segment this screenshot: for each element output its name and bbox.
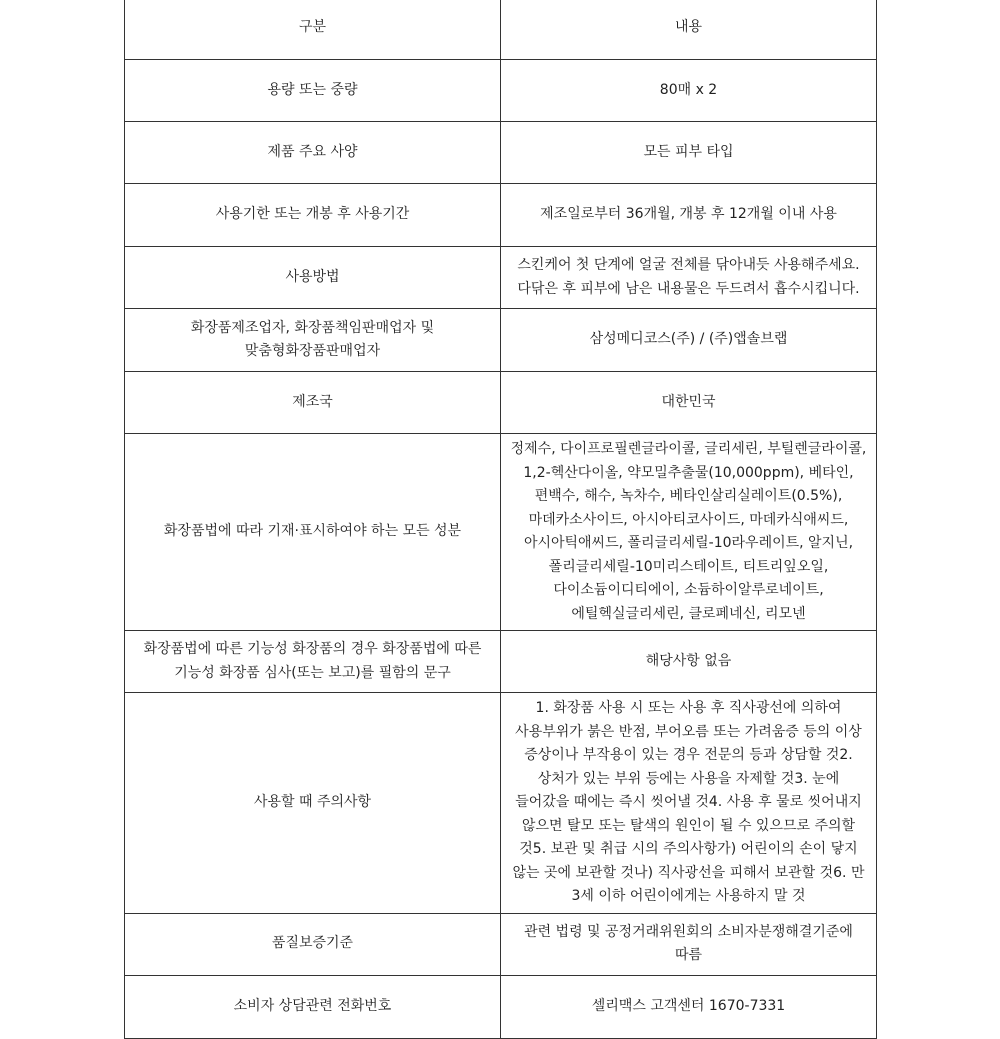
row-value: 셀리맥스 고객센터 1670-7331 bbox=[501, 975, 877, 1038]
row-label: 용량 또는 중량 bbox=[125, 60, 501, 122]
table-row bbox=[125, 122, 877, 184]
row-value: 스킨케어 첫 단계에 얼굴 전체를 닦아내듯 사용해주세요.다닦은 후 피부에 남은 내용물은 두드려서 흡수시킵니다. bbox=[501, 247, 877, 309]
header-cell-category: 구분 bbox=[125, 0, 501, 60]
row-label: 화장품제조업자, 화장품책임판매업자 및 맞춤형화장품판매업자 bbox=[125, 309, 501, 372]
product-info-table bbox=[124, 0, 877, 1039]
row-label: 화장품법에 따른 기능성 화장품의 경우 화장품법에 따른 기능성 화장품 심사(또는 보고)를 필함의 문구 bbox=[125, 631, 501, 693]
table-row bbox=[125, 247, 877, 309]
row-label: 사용방법 bbox=[125, 247, 501, 309]
table-row bbox=[125, 0, 877, 60]
row-value: 관련 법령 및 공정거래위원회의 소비자분쟁해결기준에 따름 bbox=[501, 913, 877, 975]
row-label: 사용할 때 주의사항 bbox=[125, 693, 501, 914]
table-row bbox=[125, 309, 877, 372]
row-value: 삼성메디코스(주) / (주)앱솔브랩 bbox=[501, 309, 877, 372]
table-row bbox=[125, 184, 877, 247]
row-value: 80매 x 2 bbox=[501, 60, 877, 122]
table-row bbox=[125, 631, 877, 693]
row-value: 대한민국 bbox=[501, 372, 877, 434]
row-label: 제조국 bbox=[125, 372, 501, 434]
table-row bbox=[125, 434, 877, 631]
row-label: 품질보증기준 bbox=[125, 913, 501, 975]
row-label: 화장품법에 따라 기재·표시하여야 하는 모든 성분 bbox=[125, 434, 501, 631]
table-row bbox=[125, 913, 877, 975]
row-value: 1. 화장품 사용 시 또는 사용 후 직사광선에 의하여 사용부위가 붉은 반점, 부어오름 또는 가려움증 등의 이상 증상이나 부작용이 있는 경우 전문의 등과 상담할 것2. 상처가 있는 부위 등에는 사용을 자제할 것3. 눈에 들어갔을 때에는 즉시 씻어낼 것4. 사용 후 물로 씻어내지 않으면 탈모 또는 탈색의 원인이 될 수 있으므로 주의할 것5. 보관 및 취급 시의 주의사항가) 어린이의 손이 닿지 않는 곳에 보관할 것나) 직사광선을 피해서 보관할 것6. 만 3세 이하 어린이에게는 사용하지 말 것 bbox=[501, 693, 877, 914]
row-value: 해당사항 없음 bbox=[501, 631, 877, 693]
row-value: 제조일로부터 36개월, 개봉 후 12개월 이내 사용 bbox=[501, 184, 877, 247]
table-row bbox=[125, 372, 877, 434]
header-cell-content: 내용 bbox=[501, 0, 877, 60]
row-label: 사용기한 또는 개봉 후 사용기간 bbox=[125, 184, 501, 247]
row-value: 모든 피부 타입 bbox=[501, 122, 877, 184]
row-value: 정제수, 다이프로필렌글라이콜, 글리세린, 부틸렌글라이콜, 1,2-헥산다이올, 약모밀추출물(10,000ppm), 베타인, 편백수, 해수, 녹차수, 베타인살리실레이트(0.5%), 마데카소사이드, 아시아티코사이드, 마데카식애씨드, 아시아틱애씨드, 폴리글리세릴-10라우레이트, 알지닌, 폴리글리세릴-10미리스테이트, 티트리잎오일, 다이소듐이디티에이, 소듐하이알루로네이트, 에틸헥실글리세린, 클로페네신, 리모넨 bbox=[501, 434, 877, 631]
table-row bbox=[125, 60, 877, 122]
row-label: 제품 주요 사양 bbox=[125, 122, 501, 184]
table-row bbox=[125, 975, 877, 1038]
row-label: 소비자 상담관련 전화번호 bbox=[125, 975, 501, 1038]
table-row bbox=[125, 693, 877, 914]
